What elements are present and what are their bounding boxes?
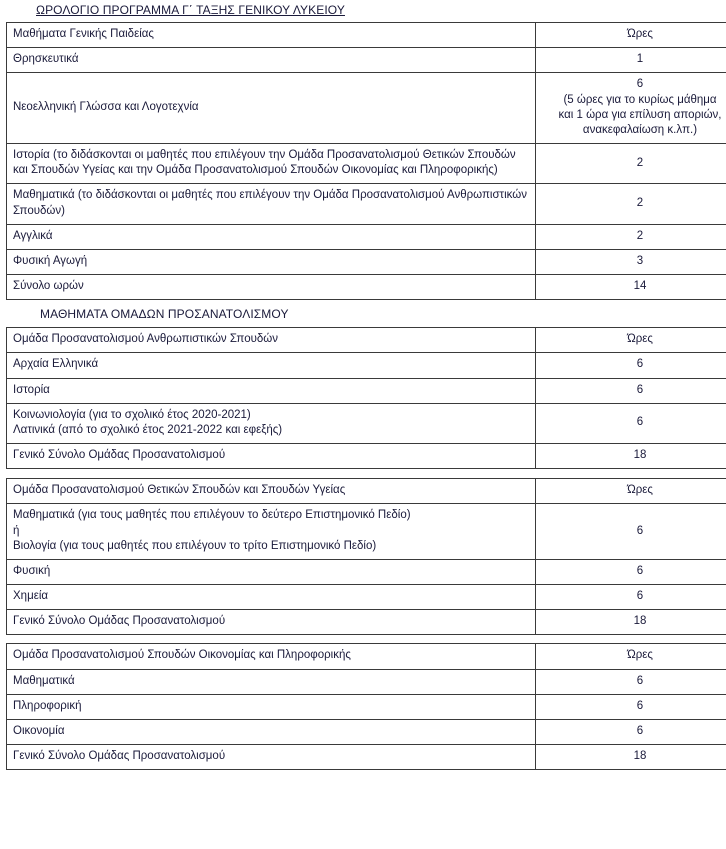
table-row: [7, 694, 726, 719]
subject-cell: Θρησκευτικά: [7, 48, 536, 73]
subject-cell: Μαθηματικά: [7, 669, 536, 694]
table-header-row: [7, 23, 726, 48]
hours-cell: 2: [536, 144, 726, 184]
table-row: [7, 48, 726, 73]
header-hours-cell: Ώρες: [536, 23, 726, 48]
hours-cell: [536, 73, 726, 144]
table-row: [7, 669, 726, 694]
subject-cell: [7, 504, 536, 560]
science-orientation-table: [6, 478, 726, 635]
subject-line-1: Κοινωνιολογία (για το σχολικό έτος 2020-2021): [13, 408, 251, 421]
subject-cell: Οικονομία: [7, 719, 536, 744]
header-hours-cell: Ώρες: [536, 644, 726, 669]
hours-cell: 6: [536, 719, 726, 744]
hours-note-line-3: ανακεφαλαίωση κ.λπ.): [582, 123, 698, 136]
hours-cell: 18: [536, 444, 726, 469]
subject-cell: [7, 403, 536, 443]
table-total-row: [7, 745, 726, 770]
hours-cell: 6: [536, 669, 726, 694]
section-subtitle: ΜΑΘΗΜΑΤΑ ΟΜΑΔΩΝ ΠΡΟΣΑΝΑΤΟΛΙΣΜΟΥ: [40, 307, 289, 322]
table-row: [7, 559, 726, 584]
subject-cell: Νεοελληνική Γλώσσα και Λογοτεχνία: [7, 73, 536, 144]
subject-cell: Γενικό Σύνολο Ομάδας Προσανατολισμού: [7, 444, 536, 469]
subject-line-1: Μαθηματικά (για τους μαθητές που επιλέγουν το δεύτερο Επιστημονικό Πεδίο): [13, 509, 411, 522]
hours-cell: 18: [536, 610, 726, 635]
subject-cell: Μαθηματικά (το διδάσκονται οι μαθητές που επιλέγουν την Ομάδα Προσανατολισμού Ανθρωπιστικών Σπουδών): [7, 184, 536, 224]
header-subject-cell: Ομάδα Προσανατολισμού Θετικών Σπουδών και Σπουδών Υγείας: [7, 479, 536, 504]
subject-cell: Γενικό Σύνολο Ομάδας Προσανατολισμού: [7, 745, 536, 770]
hours-note-line-2: και 1 ώρα για επίλυση αποριών,: [558, 108, 722, 121]
hours-cell: 6: [536, 378, 726, 403]
hours-cell: 2: [536, 184, 726, 224]
table-total-row: [7, 444, 726, 469]
header-hours-cell: Ώρες: [536, 479, 726, 504]
table-spacer: [0, 635, 726, 643]
general-education-table: [6, 22, 726, 300]
table-row: [7, 585, 726, 610]
header-subject-cell: Μαθήματα Γενικής Παιδείας: [7, 23, 536, 48]
subject-line-2: Λατινικά (από το σχολικό έτος 2021-2022 και εφεξής): [13, 423, 283, 436]
hours-cell: 3: [536, 249, 726, 274]
hours-cell: 6: [536, 353, 726, 378]
header-hours-cell: Ώρες: [536, 328, 726, 353]
subject-cell: Φυσική: [7, 559, 536, 584]
table-total-row: [7, 275, 726, 300]
page-title: ΩΡΟΛΟΓΙΟ ΠΡΟΓΡΑΜΜΑ Γ΄ ΤΑΞΗΣ ΓΕΝΙΚΟΥ ΛΥΚΕΙΟΥ: [36, 3, 345, 17]
hours-note-line-1: (5 ώρες για το κυρίως μάθημα: [563, 93, 717, 106]
table-header-row: [7, 479, 726, 504]
hours-cell: 1: [536, 48, 726, 73]
subject-cell: Χημεία: [7, 585, 536, 610]
subject-cell: Ιστορία (το διδάσκονται οι μαθητές που επιλέγουν την Ομάδα Προσανατολισμού Θετικών Σπουδών και Σπουδών Υγείας και την Ομάδα Προσανατολισμού Σπουδών Οικονομίας και Πληροφορικής): [7, 144, 536, 184]
table-spacer: [0, 469, 726, 478]
header-subject-cell: Ομάδα Προσανατολισμού Ανθρωπιστικών Σπουδών: [7, 328, 536, 353]
table-header-row: [7, 644, 726, 669]
humanities-orientation-table: [6, 327, 726, 469]
subject-cell: Αρχαία Ελληνικά: [7, 353, 536, 378]
hours-cell: 6: [536, 694, 726, 719]
table-row: [7, 719, 726, 744]
subject-line-3: Βιολογία (για τους μαθητές που επιλέγουν το τρίτο Επιστημονικό Πεδίο): [13, 539, 377, 552]
table-row: [7, 249, 726, 274]
hours-cell: 18: [536, 745, 726, 770]
hours-value: 6: [636, 78, 644, 91]
subject-cell: Σύνολο ωρών: [7, 275, 536, 300]
subject-cell: Φυσική Αγωγή: [7, 249, 536, 274]
table-row: [7, 184, 726, 224]
header-subject-cell: Ομάδα Προσανατολισμού Σπουδών Οικονομίας και Πληροφορικής: [7, 644, 536, 669]
table-row: [7, 504, 726, 560]
hours-cell: 6: [536, 504, 726, 560]
hours-cell: 6: [536, 559, 726, 584]
hours-cell: 2: [536, 224, 726, 249]
economics-orientation-table: [6, 643, 726, 770]
table-row: [7, 403, 726, 443]
table-row: [7, 144, 726, 184]
hours-cell: 6: [536, 403, 726, 443]
hours-cell: 6: [536, 585, 726, 610]
table-row: [7, 378, 726, 403]
table-row: [7, 73, 726, 144]
subject-cell: Πληροφορική: [7, 694, 536, 719]
table-header-row: [7, 328, 726, 353]
table-row: [7, 353, 726, 378]
subject-cell: Αγγλικά: [7, 224, 536, 249]
subject-cell: Γενικό Σύνολο Ομάδας Προσανατολισμού: [7, 610, 536, 635]
table-total-row: [7, 610, 726, 635]
hours-cell: 14: [536, 275, 726, 300]
subject-cell: Ιστορία: [7, 378, 536, 403]
table-row: [7, 224, 726, 249]
subject-line-2: ή: [13, 524, 20, 537]
